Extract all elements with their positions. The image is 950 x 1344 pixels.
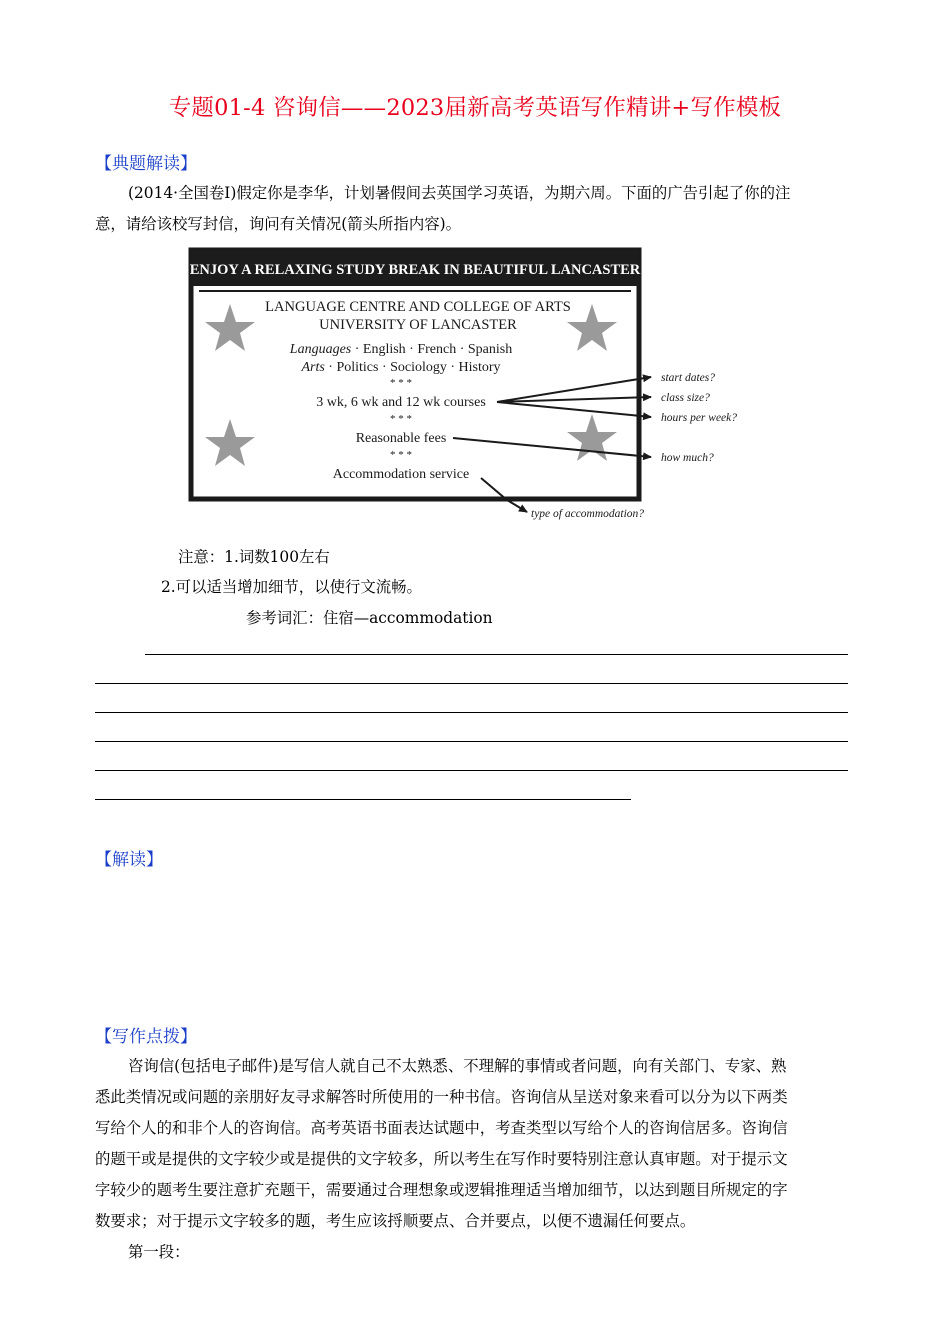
ad-arts-label: Arts: [301, 360, 325, 375]
task-paragraph-line-1: (2014·全国卷I)假定你是李华，计划暑假间去英国学习英语，为期六周。下面的广告引起了你的注: [128, 184, 791, 202]
body-line-5: 字较少的题考生要注意扩充题干，需要通过合理想象或逻辑推理适当增加细节，以达到题目所规定的字: [95, 1181, 788, 1199]
page-title: 专题01-4 咨询信——2023届新高考英语写作精讲+写作模板: [168, 95, 782, 121]
note-line-1: 注意：1.词数100左右: [178, 548, 330, 566]
ad-accommodation: Accommodation service: [332, 467, 470, 482]
section-heading-dianti: 【典题解读】: [95, 154, 197, 174]
body-line-6: 数要求；对于提示文字较多的题，考生应该捋顺要点、合并要点，以便不遗漏任何要点。: [95, 1212, 696, 1230]
ad-arts-list: · Politics · Sociology · History: [324, 360, 501, 375]
answer-line: [95, 683, 848, 684]
body-line-1: 咨询信(包括电子邮件)是写信人就自己不太熟悉、不理解的事情或者问题，向有关部门、专家、熟: [128, 1057, 787, 1075]
body-line-3: 写给个人的和非个人的咨询信。高考英语书面表达试题中，考查类型以写给个人的咨询信居多。咨询信: [95, 1119, 788, 1137]
vocab-line: 参考词汇：住宿—accommodation: [246, 609, 493, 627]
ad-banner-text: ENJOY A RELAXING STUDY BREAK IN BEAUTIFUL LANCASTER: [189, 262, 641, 278]
answer-line: [145, 654, 848, 655]
question-start-dates: start dates?: [661, 372, 715, 384]
answer-line: [95, 741, 848, 742]
ad-arts-line: [300, 360, 500, 375]
ad-separator: * * *: [390, 449, 412, 461]
ad-languages-list: · English · French · Spanish: [351, 342, 513, 357]
note-line-2: 2.可以适当增加细节，以使行文流畅。: [161, 578, 422, 596]
question-class-size: class size?: [661, 392, 710, 404]
ad-languages-line: [289, 342, 512, 357]
answer-line: [95, 712, 848, 713]
body-line-4: 的题干或是提供的文字较少或是提供的文字较多，所以考生在写作时要特别注意认真审题。对于提示文: [95, 1150, 788, 1168]
ad-languages-label: Languages: [289, 342, 352, 357]
ad-separator: * * *: [390, 413, 412, 425]
question-hours-per-week: hours per week?: [661, 412, 738, 424]
question-type-of-accommodation: type of accommodation?: [531, 508, 645, 520]
first-paragraph-label: 第一段：: [128, 1243, 190, 1261]
answer-line: [95, 770, 848, 771]
question-how-much: how much?: [661, 452, 714, 464]
task-paragraph-line-2: 意，请给该校写封信，询问有关情况(箭头所指内容)。: [95, 215, 461, 233]
body-line-2: 悉此类情况或问题的亲朋好友寻求解答时所使用的一种书信。咨询信从呈送对象来看可以分为以下两类: [95, 1088, 788, 1106]
section-heading-jiedu: 【解读】: [95, 850, 163, 870]
advertisement-figure: [185, 244, 775, 524]
ad-separator: * * *: [390, 377, 412, 389]
ad-centre-line-2: UNIVERSITY OF LANCASTER: [319, 317, 517, 333]
ad-courses: 3 wk, 6 wk and 12 wk courses: [316, 395, 486, 410]
ad-centre-line-1: LANGUAGE CENTRE AND COLLEGE OF ARTS: [265, 299, 571, 315]
answer-line: [95, 799, 631, 800]
ad-fees: Reasonable fees: [355, 431, 447, 446]
section-heading-xiezuo: 【写作点拨】: [95, 1027, 197, 1047]
